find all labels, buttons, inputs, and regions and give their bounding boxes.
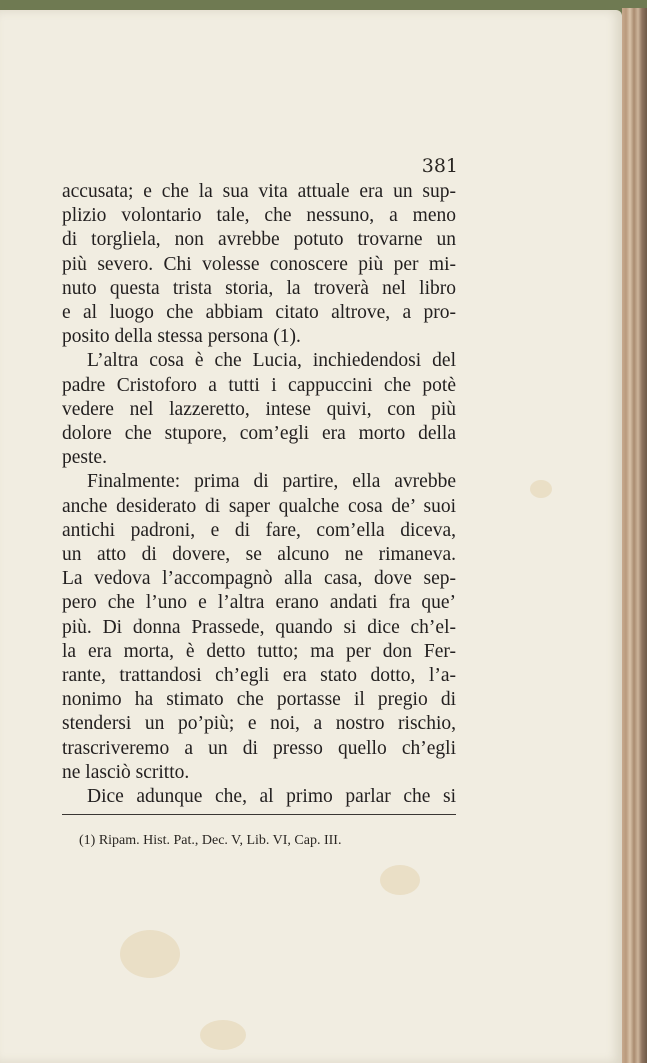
text-line: ne lasciò scritto. <box>62 761 190 783</box>
page-number: 381 <box>421 155 458 177</box>
text-line: di torgliela, non avrebbe potuto trovarne un <box>62 229 456 251</box>
footnote-rule <box>62 814 456 815</box>
text-line: stendersi un po’più; e noi, a nostro rischio, <box>62 713 456 735</box>
text-line: peste. <box>62 447 107 469</box>
footnote: (1) Ripam. Hist. Pat., Dec. V, Lib. VI, Cap. III. <box>79 833 342 848</box>
foxing-stain <box>120 930 180 978</box>
text-line: più severo. Chi volesse conoscere più per mi- <box>62 253 456 275</box>
text-line: più. Di donna Prassede, quando si dice ch’el- <box>62 616 456 638</box>
text-line: pero che l’uno e l’altra erano andati fra que’ <box>62 592 456 614</box>
text-line: un atto di dovere, se alcuno ne rimaneva. <box>62 544 456 565</box>
text-line: nonimo ha stimato che portasse il pregio di <box>62 689 456 711</box>
page-edges <box>622 8 647 1063</box>
text-line: accusata; e che la sua vita attuale era un sup- <box>62 181 456 202</box>
text-line: nuto questa trista storia, la troverà nel libro <box>62 277 456 299</box>
foxing-stain <box>530 480 552 498</box>
text-line: Finalmente: prima di partire, ella avrebbe <box>87 471 456 493</box>
text-line: antichi padroni, e di fare, com’ella diceva, <box>62 519 456 541</box>
text-line: Dice adunque che, al primo parlar che si <box>87 786 456 807</box>
foxing-stain <box>380 865 420 895</box>
text-line: La vedova l’accompagnò alla casa, dove sep- <box>62 568 456 590</box>
text-line: rante, trattandosi ch’egli era stato dotto, l’a- <box>62 665 456 686</box>
text-line: plizio volontario tale, che nessuno, a meno <box>62 205 456 227</box>
text-line: la era morta, è detto tutto; ma per don Fer- <box>62 640 456 662</box>
text-line: e al luogo che abbiam citato altrove, a pro- <box>62 302 456 323</box>
text-line: posito della stessa persona (1). <box>62 326 301 348</box>
text-line: dolore che stupore, com’egli era morto della <box>62 423 456 444</box>
foxing-stain <box>200 1020 246 1050</box>
text-line: vedere nel lazzeretto, intese quivi, con più <box>62 398 456 420</box>
text-line: trascriveremo a un di presso quello ch’egli <box>62 737 456 759</box>
text-line: padre Cristoforo a tutti i cappuccini che potè <box>62 374 456 396</box>
text-line: L’altra cosa è che Lucia, inchiedendosi del <box>87 350 456 372</box>
text-line: anche desiderato di saper qualche cosa de’ suoi <box>62 495 456 517</box>
